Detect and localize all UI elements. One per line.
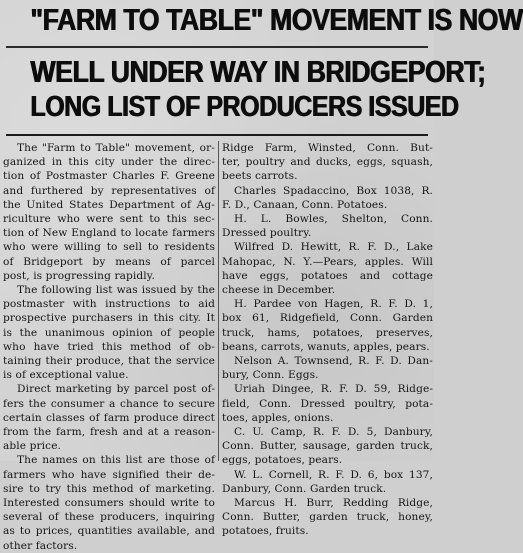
article-text-line: prospective purchasers in this city. It [3, 312, 215, 325]
column-divider [218, 141, 219, 461]
headline-line-3: LONG LIST OF PRODUCERS ISSUED [30, 91, 459, 123]
article-text-line: who have tried this method of ob- [3, 340, 215, 353]
article-text-line: ganized in this city under the direc- [3, 156, 215, 169]
article-text-line: The following list was issued by the [17, 284, 215, 297]
article-column-right [222, 141, 433, 539]
article-text-line: tion of New England to locate farmers [3, 227, 215, 240]
article-text-line: and furthered by representatives of [3, 184, 215, 197]
article-text-line: farmers who have signified their de- [3, 468, 215, 481]
article-text-line: toes, apples, onions. [222, 411, 334, 424]
article-text-line: riculture who were sent to this sec- [3, 213, 215, 226]
article-text-line: bury, Conn. Eggs. [222, 369, 319, 382]
article-text-line: potatoes, fruits. [222, 525, 309, 538]
article-text-line: The names on this list are those of [17, 454, 215, 467]
article-text-line: cheese in December. [222, 284, 336, 297]
article-text-line: post, is progressing rapidly. [3, 269, 155, 282]
article-text-line: sire to try this method of marketing. [3, 482, 215, 495]
article-text-line: fers the consumer a chance to secure [3, 397, 215, 410]
article-text-line: from the farm, fresh and at a reason- [3, 426, 215, 439]
article-text-line: other factors. [3, 539, 78, 552]
article-text-line: as to prices, quantities available, and [3, 525, 215, 538]
article-text-line: able price. [3, 440, 62, 453]
article-text-line: Wilfred D. Hewitt, R. F. D., Lake [234, 241, 433, 254]
article-text-line: eggs, potatoes, pears. [222, 454, 343, 467]
article-text-line: W. L. Cornell, R. F. D. 6, box 137, [234, 468, 433, 481]
article-text-line: C. U. Camp, R. F. D. 5, Danbury, [234, 426, 433, 439]
headline-bottom-rule [6, 134, 428, 136]
article-column-left [3, 141, 215, 553]
article-text-line: beets carrots. [222, 170, 298, 183]
article-text-line: Conn. Butter, sausage, garden truck, [222, 440, 433, 453]
headline-line-2: WELL UNDER WAY IN BRIDGEPORT; [30, 54, 486, 89]
article-text-line: Uriah Dingee, R. F. D. 59, Ridge- [234, 383, 433, 396]
article-text-line: Ridge Farm, Winsted, Conn. But- [222, 142, 433, 154]
article-text-line: the United States Department of Ag- [3, 198, 215, 211]
headline-divider [6, 46, 428, 48]
article-text-line: who were willing to sell to residents [3, 241, 215, 254]
article-text-line: Nelson A. Townsend, R. F. D. Dan- [234, 355, 433, 368]
article-text-line: taining their produce, that the service [3, 355, 215, 368]
article-text-line: H. Pardee von Hagen, R. F. D. 1, [234, 298, 433, 311]
article-text-line: F. D., Canaan, Conn. Potatoes. [222, 198, 388, 211]
article-text-line: Direct marketing by parcel post of- [17, 383, 215, 396]
article-text-line: certain classes of farm produce direct [3, 411, 215, 424]
article-text-line: several of these producers, inquiring [3, 511, 215, 524]
article-text-line: The "Farm to Table" movement, or- [17, 142, 215, 154]
article-text-line: Marcus H. Burr, Redding Ridge, [234, 497, 433, 510]
article-text-line: have eggs, potatoes and cottage [222, 269, 433, 282]
article-text-line: of Bridgeport by means of parcel [3, 255, 215, 268]
article-text-line: Charles Spadaccino, Box 1038, R. [234, 184, 433, 197]
article-text-line: Mahopac, N. Y.—Pears, apples. Will [222, 255, 433, 268]
article-text-line: postmaster with instructions to aid [3, 298, 215, 311]
article-text-line: Dressed poultry. [222, 227, 312, 240]
article-text-line: H. L. Bowles, Shelton, Conn. [234, 213, 433, 226]
article-text-line: box 61, Ridgefield, Conn. Garden [222, 312, 433, 325]
article-text-line: is of exceptional value. [3, 369, 129, 382]
headline-line-1: "FARM TO TABLE" MOVEMENT IS NOW [30, 2, 523, 37]
article-text-line: tion of Postmaster Charles F. Greene [3, 170, 215, 183]
article-text-line: Conn. Butter, garden truck, honey, [222, 511, 433, 524]
article-text-line: beans, carrots, wanuts, apples, pears. [222, 340, 430, 353]
article-text-line: field, Conn. Dressed poultry, pota- [222, 397, 433, 410]
article-text-line: ter, poultry and ducks, eggs, squash, [222, 156, 433, 169]
article-text-line: truck, hams, potatoes, preserves, [222, 326, 433, 339]
article-text-line: Interested consumers should write to [3, 497, 215, 510]
article-text-line: Danbury, Conn. Garden truck. [222, 482, 387, 495]
article-text-line: is the unanimous opinion of people [3, 326, 215, 339]
